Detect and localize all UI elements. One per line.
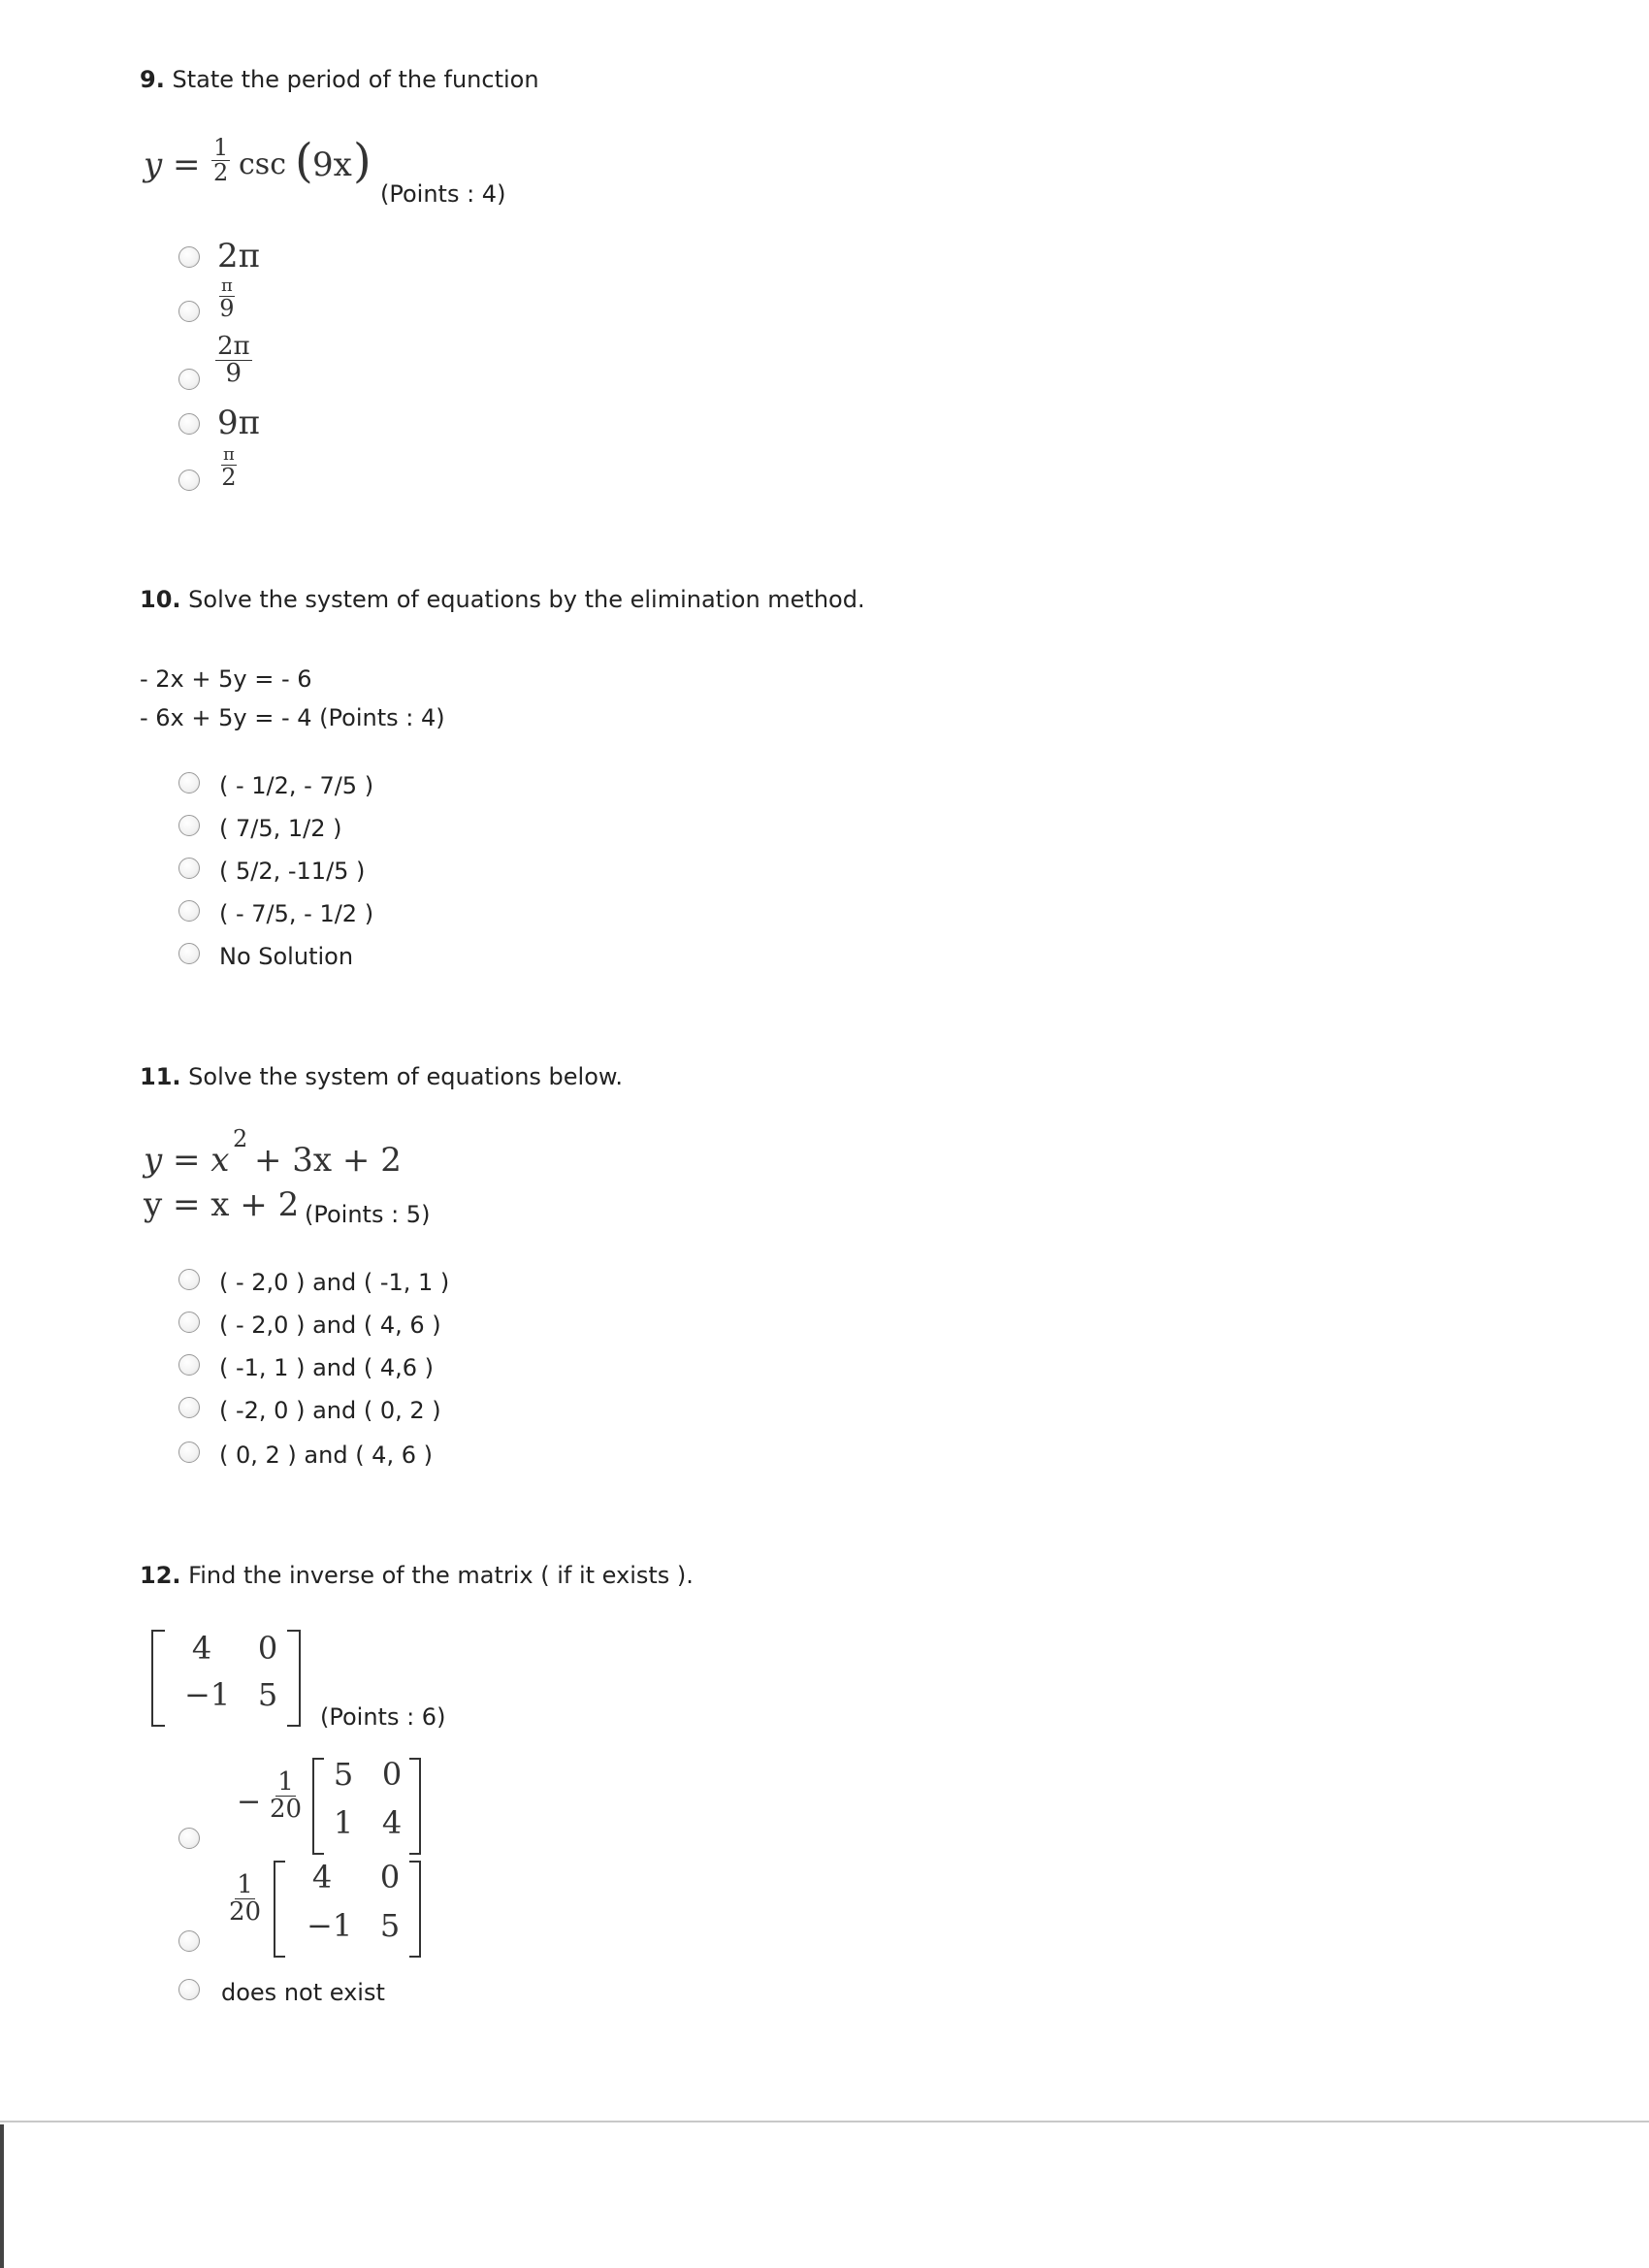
q12-option-1-cell: 4	[381, 1804, 403, 1841]
q12-text: Find the inverse of the matrix ( if it exists ).	[188, 1562, 694, 1589]
q12-option-2-fraction: $\frac{1}{20}$	[229, 1870, 262, 1928]
q9-option-1-radio[interactable]	[178, 246, 200, 268]
q9-option-5-radio[interactable]	[178, 470, 200, 491]
q9-eq-lhs: y =	[144, 146, 201, 184]
q11-points: (Points : 5)	[305, 1201, 431, 1228]
q10-option-4-label: ( - 7/5, - 1/2 )	[219, 900, 374, 927]
q12-matrix-left-bracket	[151, 1630, 165, 1727]
q12-option-1-fraction: $\frac{1}{20}$	[270, 1767, 303, 1825]
q12-matrix-right-bracket	[287, 1630, 301, 1727]
q9-eq-arg: 9x	[312, 146, 352, 184]
q9-option-4-radio[interactable]	[178, 413, 200, 435]
q9-text: State the period of the function	[172, 66, 539, 93]
q11-option-2-radio[interactable]	[178, 1312, 200, 1333]
q12-option-1-cell: 1	[333, 1804, 354, 1841]
q9-eq-paren-close: )	[353, 134, 372, 188]
q11-eq1-base: y = x	[144, 1141, 230, 1180]
q12-matrix-cell: 0	[257, 1630, 278, 1667]
q12-option-2-radio[interactable]	[178, 1930, 200, 1952]
q11-option-1-radio[interactable]	[178, 1269, 200, 1290]
q12-points: (Points : 6)	[320, 1703, 446, 1731]
q11-option-5-label: ( 0, 2 ) and ( 4, 6 )	[219, 1442, 433, 1469]
q9-number: 9.	[140, 66, 165, 93]
q9-option-3-label: $\frac{2\pi}{9}$	[217, 332, 250, 389]
q12-option-2-cell: 4	[311, 1859, 333, 1895]
q11-option-4-radio[interactable]	[178, 1397, 200, 1418]
q10-option-2-label: ( 7/5, 1/2 )	[219, 815, 342, 842]
q11-number: 11.	[140, 1063, 181, 1090]
q12-option-1-left-bracket	[312, 1758, 324, 1855]
q9-option-2-radio[interactable]	[178, 301, 200, 322]
q10-title	[140, 586, 865, 613]
q10-option-1-radio[interactable]	[178, 772, 200, 794]
q9-title	[140, 66, 539, 93]
q9-option-5-label: π 2	[221, 444, 237, 491]
q12-option-1-cell: 5	[333, 1756, 354, 1793]
q10-option-4-radio[interactable]	[178, 900, 200, 922]
q12-option-2-cell: −1	[307, 1907, 353, 1944]
q9-option-3-radio[interactable]	[178, 369, 200, 390]
q10-option-2-radio[interactable]	[178, 815, 200, 836]
q9-eq-paren-open: (	[295, 134, 313, 188]
q11-option-4-label: ( -2, 0 ) and ( 0, 2 )	[219, 1397, 441, 1424]
scan-edge	[0, 2124, 4, 2268]
q10-option-1-label: ( - 1/2, - 7/5 )	[219, 772, 374, 799]
q10-option-3-radio[interactable]	[178, 858, 200, 879]
q10-option-3-label: ( 5/2, -11/5 )	[219, 858, 366, 885]
q12-option-2-cell: 5	[379, 1907, 401, 1944]
q12-number: 12.	[140, 1562, 181, 1589]
q12-title	[140, 1562, 694, 1589]
q11-equation-2: y = x + 2	[144, 1185, 300, 1224]
q12-option-3-label: does not exist	[221, 1979, 385, 2006]
q11-title	[140, 1063, 623, 1090]
q10-number: 10.	[140, 586, 181, 613]
q12-option-1-cell: 0	[381, 1756, 403, 1793]
q12-option-3-radio[interactable]	[178, 1979, 200, 2000]
q12-option-1-sign: −	[237, 1785, 262, 1819]
q11-option-3-radio[interactable]	[178, 1354, 200, 1376]
q11-option-3-label: ( -1, 1 ) and ( 4,6 )	[219, 1354, 435, 1381]
q11-text: Solve the system of equations below.	[188, 1063, 623, 1090]
page-divider	[0, 2121, 1649, 2122]
q9-eq-func: csc	[239, 147, 286, 181]
q11-option-5-radio[interactable]	[178, 1442, 200, 1463]
q9-points: (Points : 4)	[380, 180, 506, 208]
q12-matrix-cell: 4	[191, 1630, 212, 1667]
q10-text: Solve the system of equations by the elimination method.	[188, 586, 865, 613]
q12-matrix-cell: −1	[184, 1676, 231, 1713]
q11-option-1-label: ( - 2,0 ) and ( -1, 1 )	[219, 1269, 450, 1296]
q11-option-2-label: ( - 2,0 ) and ( 4, 6 )	[219, 1312, 441, 1339]
q10-equation-2: - 6x + 5y = - 4 (Points : 4)	[140, 704, 445, 731]
q12-option-2-right-bracket	[409, 1861, 421, 1958]
q12-option-1-radio[interactable]	[178, 1828, 200, 1849]
q12-option-2-cell: 0	[379, 1859, 401, 1895]
q12-matrix-cell: 5	[257, 1676, 278, 1713]
q11-eq1-rest: + 3x + 2	[254, 1141, 402, 1180]
q11-eq1-exponent: 2	[233, 1125, 248, 1152]
q9-option-4-label: 9π	[217, 404, 260, 442]
q10-option-5-label: No Solution	[219, 943, 354, 970]
q9-option-1-label: 2π	[217, 237, 260, 275]
q10-equation-1: - 2x + 5y = - 6	[140, 665, 312, 693]
q10-option-5-radio[interactable]	[178, 943, 200, 964]
q12-option-2-left-bracket	[274, 1861, 285, 1958]
q9-option-2-label: π 9	[219, 275, 235, 322]
q9-eq-coef: $\frac{1}{2}$	[213, 134, 229, 187]
